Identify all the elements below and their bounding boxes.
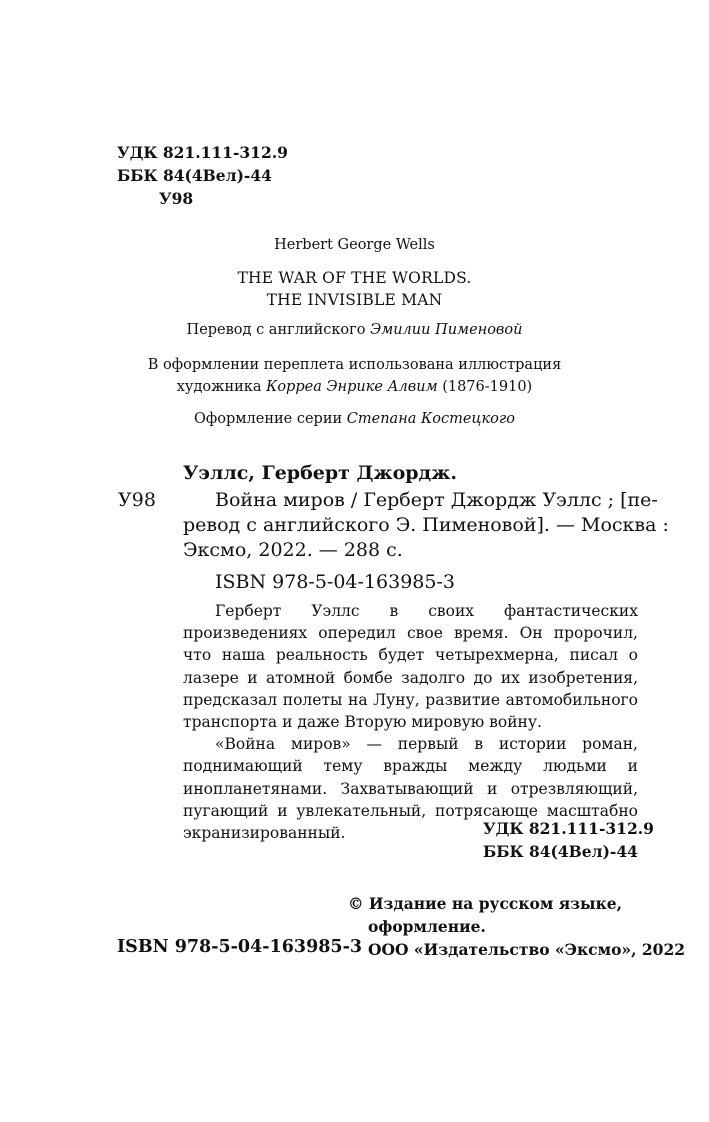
annotation-paragraph-1: Герберт Уэллс в своих фантастических произведениях опередил свое время. Он пророчил, что наша реальность будет четырехмерна, писал о лазере и атомной бомбе задолго до их изобретения, предсказал полеты на Луну, развитие автомобильного транспорта и даже Вторую мировую войну.: [183, 602, 638, 732]
translation-credit: [0, 322, 709, 338]
bib-mark: У98: [118, 489, 156, 511]
bib-isbn: ISBN 978-5-04-163985-3: [215, 571, 455, 593]
footer-isbn: ISBN 978-5-04-163985-3: [117, 937, 363, 957]
translation-prefix: Перевод с английского: [186, 322, 371, 338]
cover-artist: Корреа Энрике Алвим: [266, 379, 438, 395]
udk-code: УДК 821.111-312.9: [117, 143, 288, 162]
cover-credit-line-1: В оформлении переплета использована иллюстрация: [147, 357, 562, 373]
footer-bbk: ББК 84(4Вел)-44: [483, 842, 638, 861]
copyright-line-3: ООО «Издательство «Эксмо», 2022: [368, 940, 686, 959]
original-author: Herbert George Wells: [274, 237, 435, 253]
cover-credit-line-2: [0, 379, 709, 395]
author-mark: У98: [159, 189, 194, 208]
author-heading: Уэллс, Герберт Джордж.: [183, 462, 458, 484]
footer-udk: УДК 821.111-312.9: [483, 819, 654, 838]
bib-line-1: Война миров / Герберт Джордж Уэллс ; [пе-: [215, 489, 658, 511]
annotation-paragraph-2: «Война миров» — первый в истории роман, поднимающий тему вражды между людьми и инопланетянами. Захватывающий и отрезвляющий, пугающий и увлекательный, потрясающе масштабно экранизированный.: [183, 735, 638, 843]
series-prefix: Оформление серии: [194, 411, 347, 427]
bbk-code: ББК 84(4Вел)-44: [117, 166, 272, 185]
copyright-line-1: © Издание на русском языке,: [348, 894, 623, 913]
cover-prefix: художника: [176, 379, 267, 395]
bib-line-2: ревод с английского Э. Пименовой]. — Москва :: [183, 514, 669, 536]
original-title-1: THE WAR OF THE WORLDS.: [237, 269, 472, 287]
bib-line-3: Эксмо, 2022. — 288 с.: [183, 539, 403, 561]
original-title-2: THE INVISIBLE MAN: [266, 291, 443, 309]
annotation: [183, 600, 638, 844]
translator-name: Эмилии Пименовой: [370, 322, 523, 338]
series-designer: Степана Костецкого: [346, 411, 515, 427]
copyright-line-2: оформление.: [368, 917, 486, 936]
series-credit: [0, 411, 709, 427]
cover-years: (1876-1910): [437, 379, 533, 395]
